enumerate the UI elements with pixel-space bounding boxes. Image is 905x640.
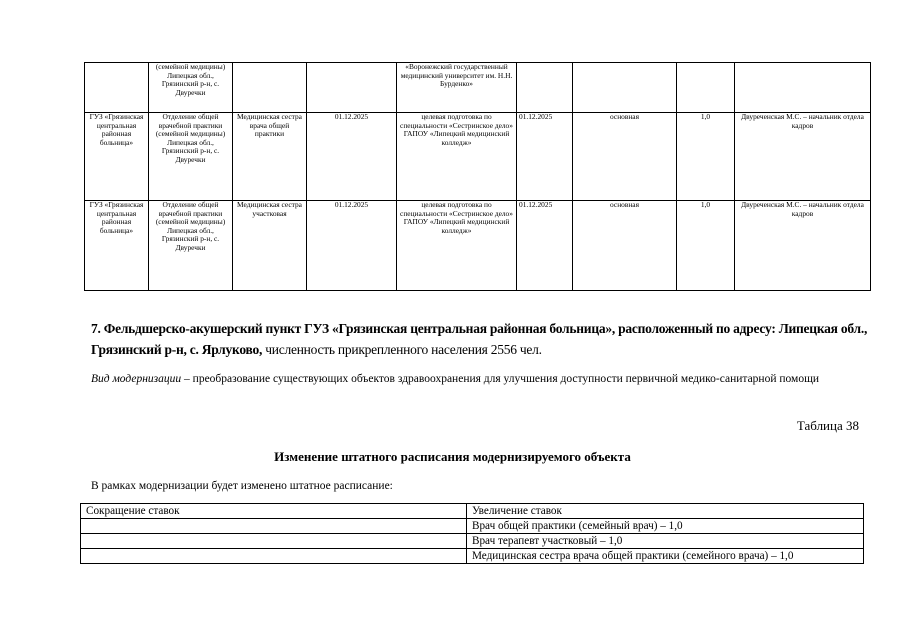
cell-rate: 1,0 <box>677 201 735 291</box>
cell-training: «Воронежский государственный медицинский университет им. Н.Н. Бурденко» <box>397 63 517 113</box>
cell-position: Медицинская сестра врача общей практики <box>233 113 307 201</box>
section-heading <box>91 318 871 360</box>
table-row <box>81 534 864 549</box>
cell-date <box>517 63 573 113</box>
cell-position: Медицинская сестра участковая <box>233 201 307 291</box>
table-row <box>81 519 864 534</box>
modernization-text: – преобразование существующих объектов здравоохранения для улучшения доступности первичной медико-санитарной помощи <box>181 373 820 385</box>
cell-increase: Медицинская сестра врача общей практики (семейного врача) – 1,0 <box>467 549 864 564</box>
cell-org: ГУЗ «Грязинская центральная районная больница» <box>85 113 149 201</box>
cell-responsible: Двуреченская М.С. – начальник отдела кадров <box>735 113 871 201</box>
table-row <box>85 201 871 291</box>
cell-type: основная <box>573 201 677 291</box>
staff-table <box>80 503 864 564</box>
section-heading-bold: 7. Фельдшерско-акушерский пункт ГУЗ «Грязинская центральная районная больница», расположенный по адресу: Липецкая обл., Грязинский р-н, с. Ярлуково, <box>91 321 868 357</box>
table-row <box>85 113 871 201</box>
modernization-paragraph <box>91 371 871 388</box>
table-row <box>85 63 871 113</box>
cell-training: целевая подготовка по специальности «Сестринское дело» ГАПОУ «Липецкий медицинский колледж» <box>397 201 517 291</box>
cell-increase: Врач терапевт участковый – 1,0 <box>467 534 864 549</box>
section-heading-population: численность прикрепленного населения 2556 чел. <box>262 342 542 357</box>
modernization-label: Вид модернизации <box>91 373 182 385</box>
cell-responsible <box>735 63 871 113</box>
table-row <box>81 549 864 564</box>
cell-type: основная <box>573 113 677 201</box>
cell-date: 01.12.2025 <box>517 113 573 201</box>
cell-training: целевая подготовка по специальности «Сестринское дело» ГАПОУ «Липецкий медицинский колледж» <box>397 113 517 201</box>
cell-date: 01.12.2025 <box>307 201 397 291</box>
header-reduce: Сокращение ставок <box>81 504 467 519</box>
cell-org <box>85 63 149 113</box>
header-increase: Увеличение ставок <box>467 504 864 519</box>
cell-rate <box>677 63 735 113</box>
cell-unit: Отделение общей врачебной практики (семейной медицины) Липецкая обл., Грязинский р-н, с. Двуречки <box>149 113 233 201</box>
table-number: Таблица 38 <box>796 418 859 433</box>
cell-date <box>307 63 397 113</box>
cell-unit: (семейной медицины) Липецкая обл., Грязинский р-н, с. Двуречки <box>149 63 233 113</box>
cell-reduce <box>81 534 467 549</box>
cell-reduce <box>81 519 467 534</box>
cell-position <box>233 63 307 113</box>
cell-reduce <box>81 549 467 564</box>
table-row <box>81 504 864 519</box>
cell-type <box>573 63 677 113</box>
cell-increase: Врач общей практики (семейный врач) – 1,0 <box>467 519 864 534</box>
cell-org: ГУЗ «Грязинская центральная районная больница» <box>85 201 149 291</box>
table-title: Изменение штатного расписания модернизируемого объекта <box>274 449 631 464</box>
cell-unit: Отделение общей врачебной практики (семейной медицины) Липецкая обл., Грязинский р-н, с. Двуречки <box>149 201 233 291</box>
cell-responsible: Двуреченская М.С. – начальник отдела кадров <box>735 201 871 291</box>
intro-text: В рамках модернизации будет изменено штатное расписание: <box>91 480 393 492</box>
cell-date: 01.12.2025 <box>307 113 397 201</box>
cell-rate: 1,0 <box>677 113 735 201</box>
cell-date: 01.12.2025 <box>517 201 573 291</box>
top-table <box>84 62 871 291</box>
